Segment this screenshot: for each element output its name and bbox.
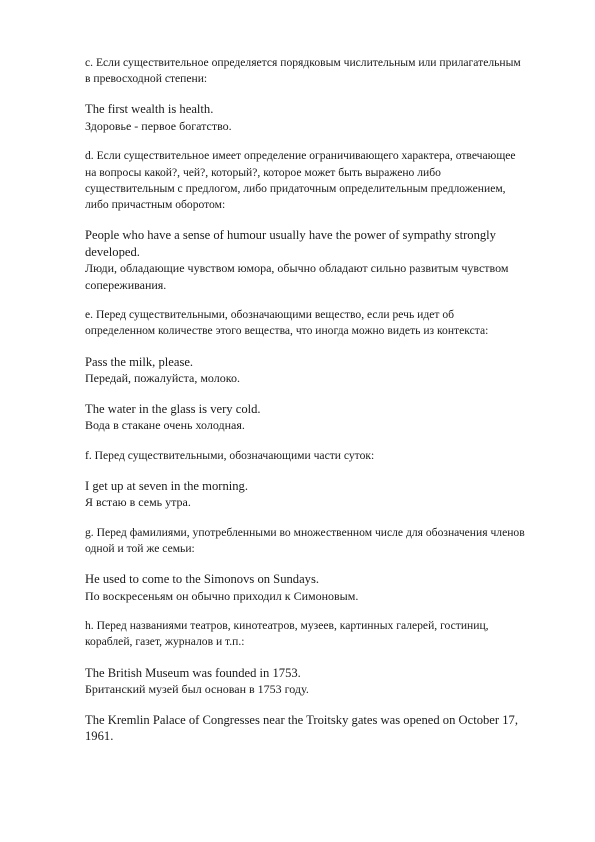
example-en: I get up at seven in the morning. [85,478,248,493]
example-ru: Я встаю в семь утра. [85,495,191,510]
example-block [85,665,525,698]
example-ru: По воскресеньям он обычно приходил к Симоновым. [85,588,359,603]
rule-g [85,525,525,557]
rule-h [85,618,525,650]
example-block [85,227,525,293]
example-ru: Здоровье - первое богатство. [85,118,232,133]
example-ru: Британский музей был основан в 1753 году. [85,682,309,697]
example-en: The first wealth is health. [85,102,214,117]
rule-text: f. Перед существительными, обозначающими части суток: [85,448,375,462]
example-en: The British Museum was founded in 1753. [85,665,301,680]
example-block [85,571,525,604]
example-en: He used to come to the Simonovs on Sundays. [85,572,320,587]
rule-c [85,55,525,87]
rule-text: g. Перед фамилиями, употребленными во множественном числе для обозначения членов одной и той же семьи: [85,525,525,556]
example-en: The Kremlin Palace of Congresses near the Troitsky gates was opened on October 17, 1961. [85,712,518,744]
example-ru: Передай, пожалуйста, молоко. [85,371,240,386]
example-block [85,478,525,511]
example-block [85,712,525,745]
example-en: People who have a sense of humour usually have the power of sympathy strongly developed. [85,228,496,259]
example-ru: Вода в стакане очень холодная. [85,418,245,433]
rule-text: d. Если существительное имеет определение ограничивающего характера, отвечающее на вопросы какой?, чей?, который?, которое может быть выражено либо существительным с предлогом, либо придаточным определительным предложением, либо причастным оборотом: [85,149,516,212]
example-ru: Люди, обладающие чувством юмора, обычно обладают сильно развитым чувством сопереживания. [85,261,509,292]
rule-text: e. Перед существительными, обозначающими вещество, если речь идет об определенном количестве этого вещества, что иногда можно видеть из контекста: [85,308,489,338]
rule-d [85,148,525,213]
rule-f [85,448,525,464]
example-block [85,101,525,134]
example-en: Pass the milk, please. [85,354,194,369]
rule-text: c. Если существительное определяется порядковым числительным или прилагательным в превосходной степени: [85,56,521,86]
document-page [85,55,525,759]
rule-e [85,307,525,339]
example-block [85,401,525,434]
rule-text: h. Перед названиями театров, кинотеатров, музеев, картинных галерей, гостиниц, кораблей, газет, журналов и т.п.: [85,619,489,649]
example-block [85,354,525,387]
example-en: The water in the glass is very cold. [85,401,261,416]
